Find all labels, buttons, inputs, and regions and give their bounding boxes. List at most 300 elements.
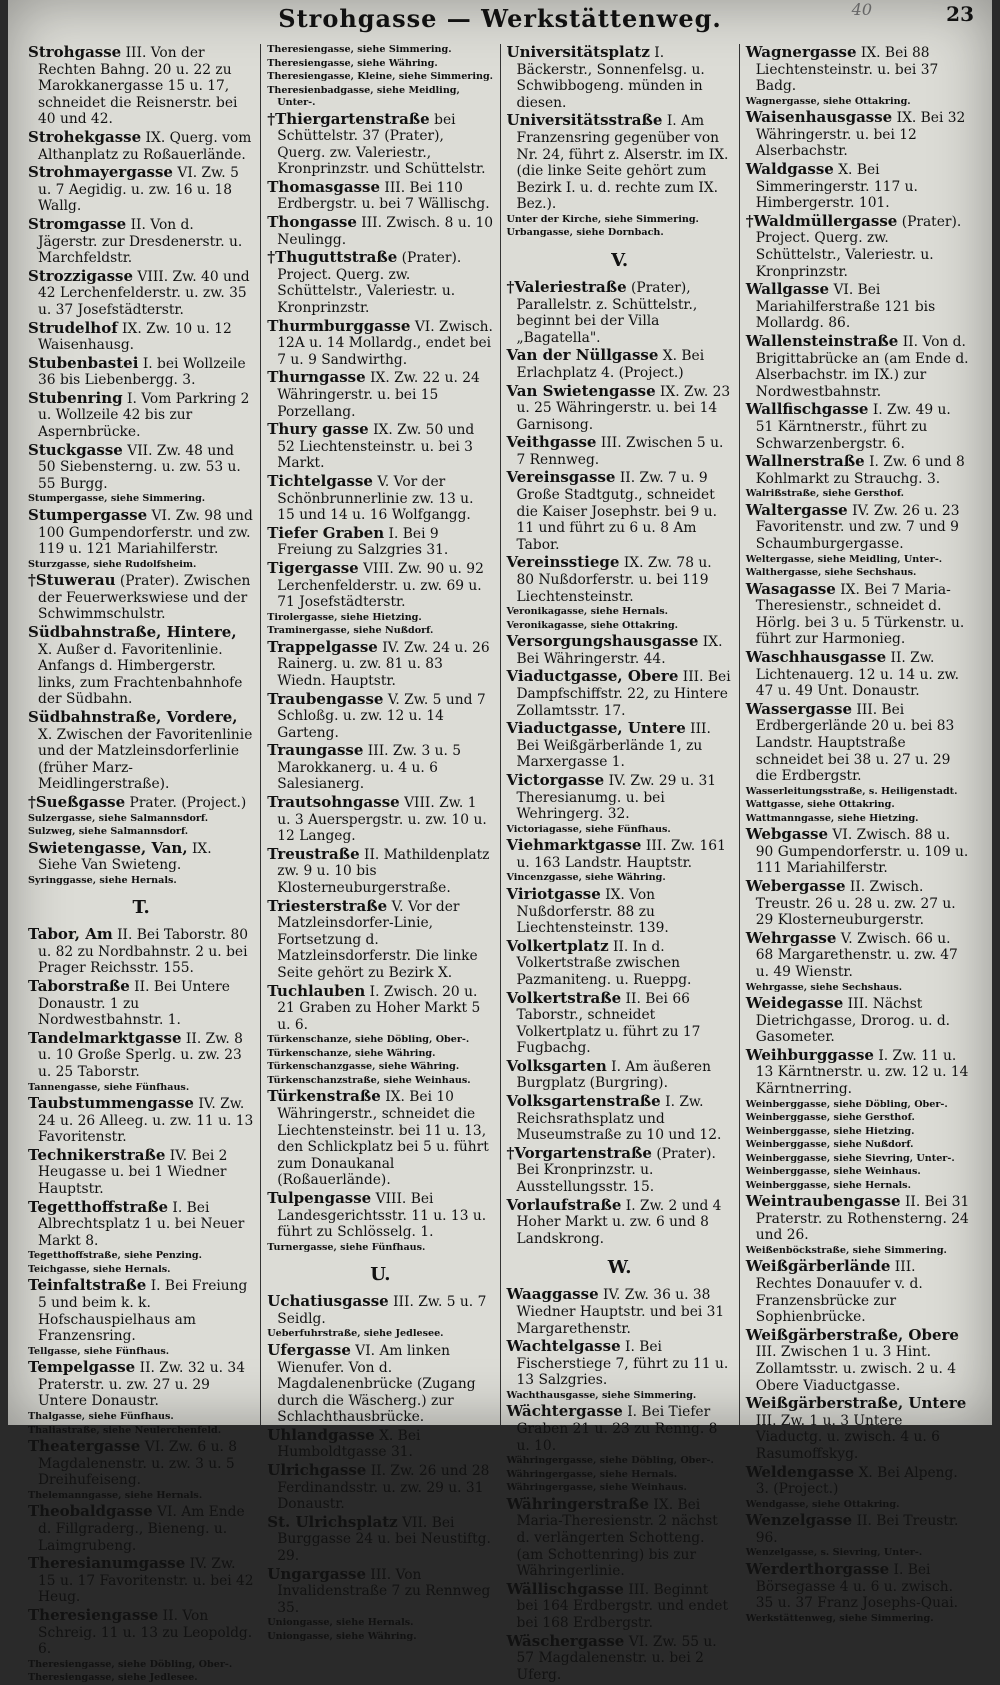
entry-description: VI. Zwisch. 12A u. 14 Mollardg., endet bei 7 u. 9 Sandwirthg. — [277, 318, 493, 368]
entry-description: Weißenböckstraße, siehe Simmering. — [745, 1244, 947, 1256]
street-name: Theobaldgasse — [28, 1502, 153, 1521]
entry-description: III. Zwisch. 8 u. 10 Neulingg. — [277, 215, 494, 248]
column-4 — [739, 43, 978, 1624]
entry-description: III. Zwischen 1 u. 3 Hint. Zollamtsstr. u. zwisch. 2 u. 4 Obere Viaductgasse. — [755, 1344, 957, 1394]
entry-description: IX. Bei 10 Währingerstr., schneidet die Liechtensteinstr. bei 11 u. 13, den Schlickplatz bei 5 u. führt zum Donaukanal (Roßauerlände). — [277, 1089, 489, 1189]
street-name: Thurngasse — [267, 368, 366, 387]
cross-reference-entry — [267, 1075, 493, 1088]
street-entry — [507, 279, 733, 346]
entry-description: II. Zwisch. Treustr. 26 u. 28 u. zw. 27 u. 29 Klosterneuburgerstr. — [755, 879, 956, 929]
entry-description: I. Bei Freiung 5 und beim k. k. Hofschauspielhaus am Franzensring. — [38, 1278, 248, 1345]
street-name: Vereinsstiege — [506, 553, 620, 572]
entry-description: Weinberggasse, siehe Gersthof. — [745, 1112, 915, 1124]
street-name: Thury gasse — [267, 420, 369, 439]
cross-reference-entry — [267, 1048, 493, 1061]
street-name: Thongasse — [267, 213, 357, 232]
cross-reference-entry — [28, 813, 254, 826]
entry-description: II. Bei Untere Donaustr. 1 zu Nordwestbahnstr. 1. — [38, 979, 230, 1029]
cross-reference-entry — [267, 1242, 493, 1255]
street-entry — [507, 112, 733, 213]
street-entry — [267, 249, 493, 316]
street-name: Stromgasse — [28, 214, 127, 233]
entry-description: Weinberggasse, siehe Weinhaus. — [745, 1166, 921, 1178]
directory-page — [8, 0, 992, 1684]
street-name: Strohekgasse — [28, 127, 142, 146]
entry-description: Türkenschanze, siehe Döbling, Ober-. — [267, 1034, 470, 1046]
entry-description: (Prater), Parallelstr. z. Schüttelstr., beginnt bei der Villa „Bagatella". — [516, 279, 698, 346]
cross-reference-entry — [267, 1034, 493, 1047]
street-name: †Stuwerau — [28, 571, 116, 590]
entry-description: Weinberggasse, siehe Hernals. — [745, 1179, 911, 1191]
section-letter: V. — [611, 249, 629, 271]
street-name: Versorgungshausgasse — [506, 632, 699, 651]
entry-description: IV. Zw. 36 u. 38 Wiedner Hauptstr. und bei 31 Margarethenstr. — [516, 1287, 725, 1337]
street-name: Tegetthoffstraße — [28, 1197, 169, 1216]
entry-description: I. Bäckerstr., Sonnenfelsg. u. Schwibbogeng. münden in diesen. — [516, 45, 705, 111]
entry-description: Türkenschanzgasse, siehe Währing. — [267, 1061, 460, 1073]
street-name: Triesterstraße — [267, 896, 388, 915]
cross-reference-entry — [746, 1153, 972, 1166]
street-name: †Vorgartenstraße — [506, 1143, 652, 1162]
entry-description: III. Zw. 3 u. 5 Marokkanerg. u. 4 u. 6 Salesianerg. — [277, 743, 462, 793]
street-name: Strozzigasse — [28, 266, 134, 285]
entry-description: III. Rechtes Donauufer v. d. Franzensbrücke zur Sophienbrücke. — [755, 1259, 923, 1326]
entry-description: VI. Zw. 5 u. 7 Aegidig. u. zw. 16 u. 18 Wallg. — [38, 165, 239, 215]
street-name: Tulpengasse — [267, 1188, 372, 1207]
street-name: Südbahnstraße, Hintere, — [28, 623, 237, 641]
street-entry — [746, 161, 972, 212]
street-name: †Sueßgasse — [28, 792, 126, 811]
street-name: Volksgartenstraße — [506, 1092, 661, 1111]
cross-reference-entry — [746, 786, 972, 799]
street-entry — [507, 1286, 733, 1337]
entry-description: I. Bei Fischerstiege 7, führt zu 11 u. 13 Salzgries. — [516, 1339, 729, 1389]
street-name: Van der Nüllgasse — [506, 346, 659, 365]
street-entry — [746, 44, 972, 95]
street-entry — [267, 1462, 493, 1513]
entry-description: Werkstättenweg, siehe Simmering. — [745, 1612, 934, 1624]
street-name: Trappelgasse — [267, 637, 378, 656]
cross-reference-entry — [507, 824, 733, 837]
entry-description: I. Vom Parkring 2 u. Wollzeile 42 bis zur Aspernbrücke. — [38, 390, 250, 441]
street-entry — [267, 1190, 493, 1241]
entry-description: I. Bei Tiefer Graben 21 u. 23 zu Renng. 8 u. 10. — [516, 1404, 718, 1454]
entry-description: Theresiengasse, siehe Jedlesee. — [28, 1672, 198, 1684]
street-entry — [28, 1607, 254, 1658]
entry-description: VIII. Zw. 90 u. 92 Lerchenfelderstr. u. zw. 69 u. 71 Josefstädterstr. — [277, 560, 484, 611]
entry-description: I. Zw. 2 und 4 Hoher Markt u. zw. 6 und 8 Landskrong. — [516, 1197, 722, 1247]
street-name: Ulrichgasse — [267, 1461, 367, 1480]
entry-description: Wachthausgasse, siehe Simmering. — [506, 1389, 697, 1401]
section-letter: W. — [607, 1257, 632, 1279]
street-name: Teinfaltstraße — [28, 1276, 147, 1295]
entry-description: VII. Zw. 48 und 50 Siebensterng. u. zw. 53 u. 55 Burgg. — [38, 442, 241, 492]
column-1 — [22, 43, 260, 1684]
entry-description: IX. Zw. 22 u. 24 Währingerstr. u. bei 15 Porzellang. — [277, 370, 480, 420]
entry-description: Turnergasse, siehe Fünfhaus. — [267, 1241, 426, 1253]
entry-description: V. Zwisch. 66 u. 68 Margarethenstr. u. zw. 47 u. 49 Wienstr. — [755, 930, 958, 980]
entry-description: II. Mathildenplatz zw. 9 u. 10 bis Klosterneuburgerstraße. — [277, 846, 490, 897]
cross-reference-entry — [28, 493, 254, 506]
entry-description: IX. Bei 32 Währingerstr. u. bei 12 Alserbachstr. — [755, 110, 966, 160]
street-entry — [746, 1561, 972, 1612]
entry-description: Sturzgasse, siehe Rudolfsheim. — [28, 558, 197, 570]
entry-description: Tellgasse, siehe Fünfhaus. — [28, 1345, 170, 1357]
street-entry — [28, 840, 254, 874]
entry-description: I. Am Franzensring gegenüber von Nr. 24, führt z. Alserstr. im IX. (die linke Seite gehört zum Bezirk I. u. d. rechte zum IX. Bez.). — [516, 113, 729, 213]
street-entry — [267, 369, 493, 420]
entry-description: Thelemanngasse, siehe Hernals. — [28, 1489, 203, 1501]
street-entry — [267, 1088, 493, 1189]
street-entry — [267, 1293, 493, 1327]
street-entry — [746, 930, 972, 981]
street-name: Weißgärberlände — [745, 1257, 891, 1276]
page-number: 23 — [946, 2, 974, 26]
entry-description: IV. Zw. 24 u. 26 Rainerg. u. zw. 81 u. 83 Wiedn. Hauptstr. — [277, 639, 490, 689]
street-entry — [507, 469, 733, 553]
cross-reference-entry — [746, 799, 972, 812]
column-2 — [260, 44, 499, 1642]
cross-reference-entry — [28, 1425, 254, 1438]
street-name: Wächtergasse — [506, 1402, 623, 1421]
entry-description: Theresiengasse, Kleine, siehe Simmering. — [267, 71, 494, 82]
street-entry — [28, 320, 254, 354]
street-entry — [746, 995, 972, 1046]
street-entry — [746, 701, 972, 785]
cross-reference-entry — [28, 1082, 254, 1095]
street-name: Wallensteinstraße — [745, 332, 899, 350]
street-entry — [267, 111, 493, 178]
street-entry — [267, 846, 493, 897]
street-entry — [507, 1496, 733, 1580]
entry-description: Veronikagasse, siehe Ottakring. — [506, 619, 678, 631]
entry-description: IX. Bei Maria-Theresienstr. 2 nächst d. verlängerten Schotteng. (am Schottenring) bis zur Währingerlinie. — [516, 1496, 718, 1580]
entry-description: VI. Am linken Wienufer. Von d. Magdalenenbrücke (Zugang durch die Wäscherg.) zur Schlachthausbrücke. — [277, 1342, 476, 1426]
street-name: Vorlaufstraße — [506, 1195, 622, 1214]
street-name: Theresiengasse — [28, 1605, 159, 1624]
cross-reference-entry — [746, 813, 972, 826]
entry-description: IV. Bei 2 Heugasse u. bei 1 Wiedner Hauptstr. — [38, 1147, 228, 1198]
street-entry — [28, 709, 254, 793]
street-name: Weißgärberstraße, Untere — [745, 1394, 967, 1413]
cross-reference-entry — [28, 1490, 254, 1503]
entry-description: Traminergasse, siehe Nußdorf. — [267, 625, 434, 637]
entry-description: III. Bei Erdbergerlände 20 u. bei 83 Landstr. Hauptstraße schneidet bei 38 u. 27 u. 29 die Erdbergstr. — [755, 701, 955, 785]
entry-description: Weinberggasse, siehe Nußdorf. — [745, 1139, 914, 1151]
street-entry — [746, 333, 972, 400]
street-name: Wassergasse — [745, 699, 852, 718]
street-name: Victorgasse — [506, 770, 605, 789]
street-name: Traungasse — [267, 741, 364, 760]
street-entry — [746, 453, 972, 487]
entry-description: I. Bei 9 Freiung zu Salzgries 31. — [277, 525, 449, 559]
street-entry — [746, 213, 972, 280]
street-entry — [507, 1633, 733, 1684]
street-name: †Thuguttstraße — [267, 248, 398, 267]
entry-description: III. Nächst Dietrichgasse, Drorog. u. d. Gasometer. — [755, 996, 951, 1046]
entry-description: Veronikagasse, siehe Hernals. — [506, 606, 668, 618]
street-entry — [267, 525, 493, 559]
street-name: Tempelgasse — [28, 1358, 136, 1377]
section-letter: T. — [132, 897, 150, 919]
street-entry — [746, 1327, 972, 1394]
street-entry — [507, 720, 733, 771]
entry-description: Tirolergasse, siehe Hietzing. — [267, 611, 422, 623]
entry-description: Wattgasse, siehe Ottakring. — [745, 799, 895, 811]
cross-reference-entry — [267, 625, 493, 638]
entry-description: IX. Bei Währingerstr. 44. — [516, 634, 723, 667]
street-entry — [507, 1338, 733, 1389]
street-entry — [507, 886, 733, 937]
cross-reference-entry — [746, 567, 972, 580]
entry-description: VII. Bei Burggasse 24 u. bei Neustiftg. 29. — [277, 1514, 491, 1565]
entry-description: bei Schüttelstr. 37 (Prater), Querg. zw. Valeriestr., Kronprinzstr. und Schüttelstr. — [277, 111, 486, 178]
entry-description: Währingergasse, siehe Hernals. — [506, 1468, 678, 1480]
entry-description: II. In d. Volkertstraße zwischen Pazmaniteng. u. Rueppg. — [516, 938, 692, 988]
entry-description: Theresienbadgasse, siehe Meidling, Unter-. — [267, 84, 460, 108]
street-name: Vereinsgasse — [506, 468, 616, 487]
street-entry — [28, 442, 254, 493]
street-entry — [28, 926, 254, 977]
entry-description: IX. Zw. 23 u. 25 Währingerstr. u. bei 14 Garnisong. — [516, 383, 731, 433]
cross-reference-entry — [28, 1250, 254, 1263]
entry-description: Sulzergasse, siehe Salmannsdorf. — [28, 812, 209, 824]
entry-description: X. Zwischen der Favoritenlinie und der Matzleinsdorferlinie (früher Marz-Meidlingerstraße). — [38, 726, 253, 793]
cross-reference-entry — [267, 71, 493, 84]
entry-description: VIII. Zw. 1 u. 3 Auerspergstr. u. zw. 10 u. 12 Langeg. — [277, 795, 487, 845]
street-entry — [507, 44, 733, 111]
entry-description: I. Zw. 11 u. 13 Kärntnerstr. u. zw. 12 u. 14 Kärntnerring. — [755, 1047, 969, 1098]
street-entry — [507, 1093, 733, 1144]
entry-description: I. Zw. Reichsrathsplatz und Museumstraße zu 10 und 12. — [516, 1094, 722, 1144]
street-entry — [507, 1581, 733, 1632]
entry-description: II. Bei 66 Taborstr., schneidet Volkertplatz u. führt zu 17 Fugbachg. — [516, 990, 701, 1057]
cross-reference-entry — [746, 1499, 972, 1512]
entry-description: III. Zw. 5 u. 7 Seidlg. — [277, 1294, 487, 1327]
street-entry — [28, 572, 254, 623]
street-name: Waaggasse — [506, 1285, 599, 1304]
entry-description: VIII. Bei Landesgerichtsstr. 11 u. 13 u. führt zu Schlösselg. 1. — [277, 1190, 487, 1241]
street-name: Universitätsstraße — [506, 111, 663, 130]
street-name: Wasagasse — [745, 579, 836, 598]
street-name: Wallgasse — [745, 280, 830, 299]
street-entry — [28, 1503, 254, 1554]
street-entry — [507, 772, 733, 823]
entry-description: VI. Zw. 55 u. 57 Magdalenenstr. u. bei 2 Uferg. — [516, 1633, 717, 1683]
street-name: Stubenbastei — [28, 353, 139, 372]
entry-description: (Prater). Project. Querg. zw. Schüttelstr., Valeriestr. u. Kronprinzstr. — [755, 213, 962, 280]
cross-reference-entry — [28, 826, 254, 839]
entry-description: I. Bei Börsegasse 4 u. 6 u. zwisch. 35 u. 37 Franz Josephs-Quai. — [755, 1561, 958, 1612]
street-name: Türkenstraße — [267, 1087, 381, 1106]
entry-description: II. Bei 31 Praterstr. zu Rothensterng. 24 und 26. — [755, 1194, 970, 1244]
street-name: Wällischgasse — [506, 1579, 624, 1598]
street-entry — [28, 44, 254, 128]
street-name: Weintraubengasse — [745, 1192, 901, 1211]
entry-description: Prater. (Project.) — [125, 794, 247, 811]
entry-description: Wasserleitungsstraße, s. Heiligenstadt. — [745, 785, 958, 797]
cross-reference-entry — [507, 620, 733, 633]
street-entry — [746, 502, 972, 553]
street-name: Viaductgasse, Untere — [506, 719, 686, 738]
cross-reference-entry — [507, 872, 733, 885]
street-name: Thomasgasse — [267, 177, 380, 196]
entry-description: Teichgasse, siehe Hernals. — [28, 1263, 171, 1275]
street-name: Werderthorgasse — [745, 1559, 890, 1578]
street-name: Südbahnstraße, Vordere, — [28, 707, 238, 726]
street-name: Wagnergasse — [745, 43, 857, 61]
cross-reference-entry — [28, 1672, 254, 1685]
street-entry — [267, 318, 493, 369]
street-name: Swietengasse, Van, — [28, 838, 188, 857]
cross-reference-entry — [267, 58, 493, 71]
entry-description: IV. Zw. 26 u. 23 Favoritenstr. und zw. 7 und 9 Schaumburgergasse. — [755, 502, 960, 553]
cross-reference-entry — [267, 1631, 493, 1644]
street-name: Theatergasse — [28, 1437, 141, 1456]
street-entry — [746, 109, 972, 160]
street-name: Waschhausgasse — [745, 648, 887, 666]
street-name: Webgasse — [745, 825, 829, 844]
entry-description: II. Von d. Jägerstr. zur Dresdenerstr. u. Marchfeldstr. — [38, 216, 243, 267]
entry-description: VI. Zw. 6 u. 8 Magdalenenstr. u. zw. 3 u. 5 Dreihufeiseng. — [38, 1439, 238, 1489]
cross-reference-entry — [267, 1061, 493, 1074]
entry-description: I. Zw. 6 und 8 Kohlmarkt zu Strauchg. 3. — [755, 454, 965, 487]
entry-description: X. Bei Erlachplatz 4. (Project.) — [516, 348, 705, 381]
street-name: Weißgärberstraße, Obere — [745, 1325, 959, 1344]
street-entry — [507, 1197, 733, 1248]
entry-description: IV. Zw. 15 u. 17 Favoritenstr. u. bei 42 Heug. — [38, 1556, 254, 1606]
street-entry — [28, 624, 254, 708]
street-entry — [267, 473, 493, 524]
street-name: Stubenring — [28, 388, 123, 407]
entry-description: Tannengasse, siehe Fünfhaus. — [28, 1081, 190, 1093]
street-entry — [267, 983, 493, 1034]
entry-description: Walthergasse, siehe Sechshaus. — [745, 567, 917, 579]
street-entry — [28, 1147, 254, 1198]
cross-reference-entry — [267, 1328, 493, 1341]
entry-description: Theresiengasse, siehe Simmering. — [267, 44, 452, 55]
street-name: Webergasse — [745, 877, 846, 896]
cross-reference-entry — [746, 1547, 972, 1560]
entry-description: Wehrgasse, siehe Sechshaus. — [745, 981, 903, 993]
entry-description: I. Zw. 49 u. 51 Kärntnerstr., führt zu Schwarzenbergstr. 6. — [755, 402, 951, 452]
cross-reference-entry — [28, 1659, 254, 1672]
street-name: Tiefer Graben — [267, 523, 385, 542]
street-entry — [28, 164, 254, 215]
entry-description: X. Bei Alpeng. 3. (Project.) — [755, 1464, 958, 1498]
section-letter: U. — [370, 1264, 391, 1286]
street-name: Viriotgasse — [506, 884, 601, 903]
street-entry — [267, 1566, 493, 1617]
cross-reference-entry — [746, 1099, 972, 1112]
street-entry — [267, 1427, 493, 1461]
street-name: Volkertplatz — [506, 936, 609, 955]
street-entry — [507, 383, 733, 434]
street-entry — [267, 1514, 493, 1565]
cross-reference-entry — [267, 44, 493, 57]
street-name: Strudelhof — [28, 318, 118, 337]
entry-description: III. Beginnt bei 164 Erdbergstr. und endet bei 168 Erdbergstr. — [516, 1581, 728, 1631]
street-entry — [507, 554, 733, 605]
street-entry — [507, 1403, 733, 1454]
street-name: Taubstummengasse — [28, 1094, 194, 1113]
street-entry — [507, 1058, 733, 1092]
entry-description: IX. Querg. vom Althanplatz zu Roßauerlände. — [38, 129, 252, 163]
cross-reference-entry — [28, 1346, 254, 1359]
entry-description: VI. Zw. 98 und 100 Gumpendorferstr. und zw. 119 u. 121 Mariahilferstr. — [38, 507, 253, 558]
street-name: Stuckgasse — [28, 440, 123, 459]
entry-description: II. Von Schreig. 11 u. 13 zu Leopoldg. 6. — [38, 1607, 253, 1658]
street-entry — [28, 1555, 254, 1606]
street-name: Thurmburggasse — [267, 316, 411, 335]
street-name: Universitätsplatz — [506, 43, 650, 61]
entry-description: V. Vor der Schönbrunnerlinie zw. 13 u. 15 und 14 u. 16 Wolfgangg. — [277, 473, 474, 524]
street-name: Währingerstraße — [506, 1494, 650, 1513]
street-name: Wallnerstraße — [745, 452, 865, 471]
entry-description: III. Zw. 1 u. 3 Untere Viaductg. u. zwisch. 4 u. 6 Rasumoffskyg. — [755, 1412, 940, 1462]
street-entry — [28, 978, 254, 1029]
cross-reference-entry — [746, 488, 972, 501]
street-entry — [507, 938, 733, 989]
cross-reference-entry — [746, 1166, 972, 1179]
entry-description: (Prater). Project. Querg. zw. Schüttelstr., Valeriestr. u. Kronprinzstr. — [277, 250, 462, 317]
street-name: Wallfischgasse — [745, 400, 869, 419]
street-name: Taborstraße — [28, 977, 130, 995]
street-name: St. Ulrichsplatz — [267, 1512, 398, 1531]
street-entry — [746, 1512, 972, 1546]
street-name: Veithgasse — [506, 433, 597, 452]
directory-columns — [22, 43, 978, 1684]
entry-description: Türkenschanze, siehe Währing. — [267, 1047, 436, 1059]
street-entry — [746, 878, 972, 929]
entry-description: IV. Zw. 24 u. 26 Alleeg. u. zw. 11 u. 13 Favoritenstr. — [38, 1096, 254, 1146]
street-name: Wäschergasse — [506, 1631, 625, 1650]
entry-description: II. Bei Taborstr. 80 u. 82 zu Nordbahnstr. 2 u. bei Prager Reichsstr. 155. — [38, 927, 248, 977]
entry-description: Victoriagasse, siehe Fünfhaus. — [506, 823, 671, 835]
street-name: Waisenhausgasse — [745, 108, 893, 127]
street-entry — [28, 794, 254, 812]
street-entry — [28, 507, 254, 558]
entry-description: V. Zw. 5 und 7 Schloßg. u. zw. 12 u. 14 Garteng. — [277, 691, 486, 741]
street-entry — [267, 421, 493, 472]
street-entry — [267, 214, 493, 248]
entry-description: VI. Zwisch. 88 u. 90 Gumpendorferstr. u. 109 u. 111 Mariahilferstr. — [755, 827, 969, 877]
street-name: Ungargasse — [267, 1564, 366, 1583]
entry-description: IX. Zw. 50 und 52 Liechtensteinstr. u. bei 3 Markt. — [277, 422, 475, 472]
street-entry — [28, 1095, 254, 1146]
street-entry — [746, 826, 972, 877]
cross-reference-entry — [28, 1411, 254, 1424]
running-head: Strohgasse — Werkstättenweg. — [278, 4, 722, 33]
entry-description: Wenzelgasse, s. Sievring, Unter-. — [745, 1547, 923, 1559]
entry-description: Ueberfuhrstraße, siehe Jedlesee. — [267, 1328, 444, 1340]
cross-reference-entry — [746, 982, 972, 995]
entry-description: Weltergasse, siehe Meidling, Unter-. — [745, 553, 943, 565]
entry-description: Urbangasse, siehe Dornbach. — [506, 227, 664, 239]
entry-description: Sulzweg, siehe Salmannsdorf. — [28, 826, 189, 838]
cross-reference-entry — [507, 606, 733, 619]
street-entry — [746, 1258, 972, 1325]
entry-description: Weinberggasse, siehe Hietzing. — [745, 1125, 915, 1137]
entry-description: VI. Am Ende d. Fillgraderg., Bieneng. u. Laimgrubeng. — [38, 1504, 245, 1554]
entry-description: I. bei Wollzeile 36 bis Liebenbergg. 3. — [38, 355, 246, 389]
street-entry — [267, 1342, 493, 1426]
cross-reference-entry — [267, 612, 493, 625]
entry-description: III. Bei Weißgärberlände 1, zu Marxergasse 1. — [516, 721, 711, 771]
entry-description: Vincenzgasse, siehe Währing. — [506, 872, 666, 884]
entry-description: II. Zw. 8 u. 10 Große Sperlg. u. zw. 23 u. 25 Taborstr. — [38, 1030, 243, 1080]
entry-description: Uniongasse, siehe Hernals. — [267, 1617, 414, 1629]
